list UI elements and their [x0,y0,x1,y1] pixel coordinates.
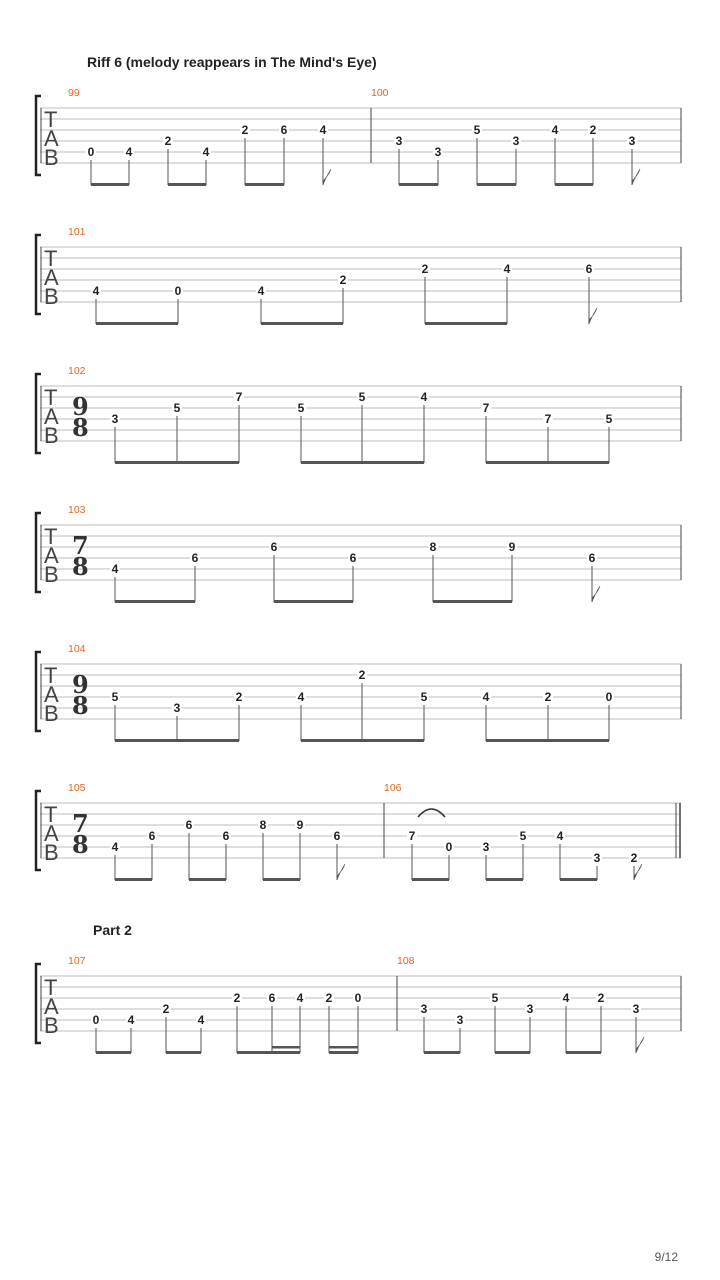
tab-clef-letter: T [44,802,58,827]
fret-number: 2 [597,991,605,1005]
eighth-flag [337,864,345,880]
fret-number: 7 [482,401,490,415]
fret-number: 8 [429,540,437,554]
fret-number: 9 [296,818,304,832]
fret-number: 2 [421,262,429,276]
eighth-flag [636,1037,644,1053]
beam [486,739,609,742]
eighth-flag [592,586,600,602]
beam [263,878,300,881]
beam [168,183,206,186]
fret-number: 6 [191,551,199,565]
fret-number: 7 [235,390,243,404]
fret-number: 2 [162,1002,170,1016]
beam [96,1051,131,1054]
fret-number: 5 [519,829,527,843]
time-signature-denominator: 8 [72,552,89,581]
fret-number: 4 [482,690,490,704]
beam [399,183,438,186]
fret-number: 4 [319,123,327,137]
fret-number: 0 [87,145,95,159]
tab-clef-letter: A [44,265,59,290]
beam [115,600,195,603]
tab-clef-letter: T [44,524,58,549]
fret-number: 4 [197,1013,205,1027]
fret-number: 3 [434,145,442,159]
fret-number: 4 [202,145,210,159]
measure-number: 100 [371,87,389,99]
fret-number: 6 [588,551,596,565]
fret-number: 6 [185,818,193,832]
tab-clef-letter: A [44,126,59,151]
tab-clef-letter: B [44,1013,59,1038]
beam [412,878,449,881]
tab-clef-letter: B [44,701,59,726]
fret-number: 4 [111,562,119,576]
tab-system [36,87,681,186]
fret-number: 0 [605,690,613,704]
riff-title: Riff 6 (melody reappears in The Mind's Eye) [87,54,377,70]
beam [189,878,226,881]
fret-number: 9 [508,540,516,554]
fret-number: 0 [354,991,362,1005]
fret-number: 2 [544,690,552,704]
fret-number: 3 [526,1002,534,1016]
secondary-beam [329,1046,358,1049]
fret-number: 4 [127,1013,135,1027]
beam [166,1051,201,1054]
fret-number: 3 [512,134,520,148]
fret-number: 2 [630,851,638,865]
tab-clef-letter: A [44,994,59,1019]
fret-number: 6 [349,551,357,565]
fret-number: 6 [268,991,276,1005]
fret-number: 0 [445,840,453,854]
fret-number: 4 [92,284,100,298]
beam [555,183,593,186]
measure-number: 106 [384,782,402,794]
fret-number: 5 [605,412,613,426]
fret-number: 5 [297,401,305,415]
fret-number: 3 [456,1013,464,1027]
measure-number: 104 [68,643,86,655]
fret-number: 3 [173,701,181,715]
beam [301,739,424,742]
fret-number: 2 [233,991,241,1005]
fret-number: 4 [125,145,133,159]
fret-number: 4 [551,123,559,137]
fret-number: 4 [297,690,305,704]
measure-number: 102 [68,365,86,377]
fret-number: 3 [111,412,119,426]
fret-number: 2 [339,273,347,287]
fret-number: 3 [482,840,490,854]
time-signature-denominator: 8 [72,691,89,720]
tab-clef-letter: B [44,284,59,309]
beam [566,1051,601,1054]
eighth-flag [634,864,642,880]
fret-number: 4 [556,829,564,843]
beam [115,461,239,464]
beam [433,600,512,603]
fret-number: 8 [259,818,267,832]
fret-number: 6 [333,829,341,843]
beam [245,183,284,186]
beam [96,322,178,325]
fret-number: 5 [491,991,499,1005]
fret-number: 6 [270,540,278,554]
eighth-flag [323,169,331,185]
tab-clef-letter: T [44,246,58,271]
beam [425,322,507,325]
beam [486,461,609,464]
measure-number: 108 [397,955,415,967]
tab-system [36,226,681,325]
time-signature-numerator: 7 [72,531,89,560]
page-number: 9/12 [654,1250,678,1264]
fret-number: 5 [420,690,428,704]
tab-clef-letter: A [44,821,59,846]
fret-number: 4 [257,284,265,298]
fret-number: 4 [503,262,511,276]
fret-number: 0 [92,1013,100,1027]
beam [91,183,129,186]
beam [477,183,516,186]
measure-number: 107 [68,955,86,967]
beam [261,322,343,325]
fret-number: 5 [173,401,181,415]
measure-number: 99 [68,87,80,99]
secondary-beam [272,1046,300,1049]
fret-number: 3 [593,851,601,865]
fret-number: 0 [174,284,182,298]
tie-arc [418,809,445,817]
beam [486,878,523,881]
time-signature-numerator: 9 [72,670,89,699]
beam [329,1051,358,1054]
fret-number: 2 [589,123,597,137]
fret-number: 3 [632,1002,640,1016]
tab-system [36,782,681,881]
fret-number: 5 [358,390,366,404]
fret-number: 4 [296,991,304,1005]
tab-system [36,504,681,603]
beam [274,600,353,603]
fret-number: 4 [420,390,428,404]
fret-number: 6 [585,262,593,276]
fret-number: 4 [562,991,570,1005]
measure-number: 101 [68,226,86,238]
time-signature-numerator: 9 [72,392,89,421]
fret-number: 5 [473,123,481,137]
tab-system [36,955,681,1054]
beam [301,461,424,464]
tab-clef-letter: T [44,107,58,132]
fret-number: 7 [544,412,552,426]
tab-clef-letter: B [44,562,59,587]
fret-number: 2 [358,668,366,682]
fret-number: 7 [408,829,416,843]
fret-number: 3 [420,1002,428,1016]
eighth-flag [589,308,597,324]
fret-number: 3 [628,134,636,148]
beam [115,878,152,881]
beam [424,1051,460,1054]
time-signature-numerator: 7 [72,809,89,838]
tab-clef-letter: B [44,423,59,448]
fret-number: 3 [395,134,403,148]
fret-number: 2 [164,134,172,148]
fret-number: 6 [148,829,156,843]
time-signature-denominator: 8 [72,413,89,442]
fret-number: 2 [235,690,243,704]
tab-clef-letter: B [44,145,59,170]
fret-number: 2 [241,123,249,137]
tab-clef-letter: T [44,385,58,410]
measure-number: 103 [68,504,86,516]
part-title: Part 2 [93,922,132,938]
tab-clef-letter: A [44,404,59,429]
tab-clef-letter: T [44,663,58,688]
tab-clef-letter: B [44,840,59,865]
beam [115,739,239,742]
tab-system [36,365,681,464]
fret-number: 2 [325,991,333,1005]
fret-number: 6 [222,829,230,843]
beam [237,1051,300,1054]
time-signature-denominator: 8 [72,830,89,859]
measure-number: 105 [68,782,86,794]
beam [495,1051,530,1054]
tab-clef-letter: T [44,975,58,1000]
tab-clef-letter: A [44,543,59,568]
fret-number: 6 [280,123,288,137]
tab-system [36,643,681,742]
beam [560,878,597,881]
eighth-flag [632,169,640,185]
fret-number: 5 [111,690,119,704]
fret-number: 4 [111,840,119,854]
tab-clef-letter: A [44,682,59,707]
